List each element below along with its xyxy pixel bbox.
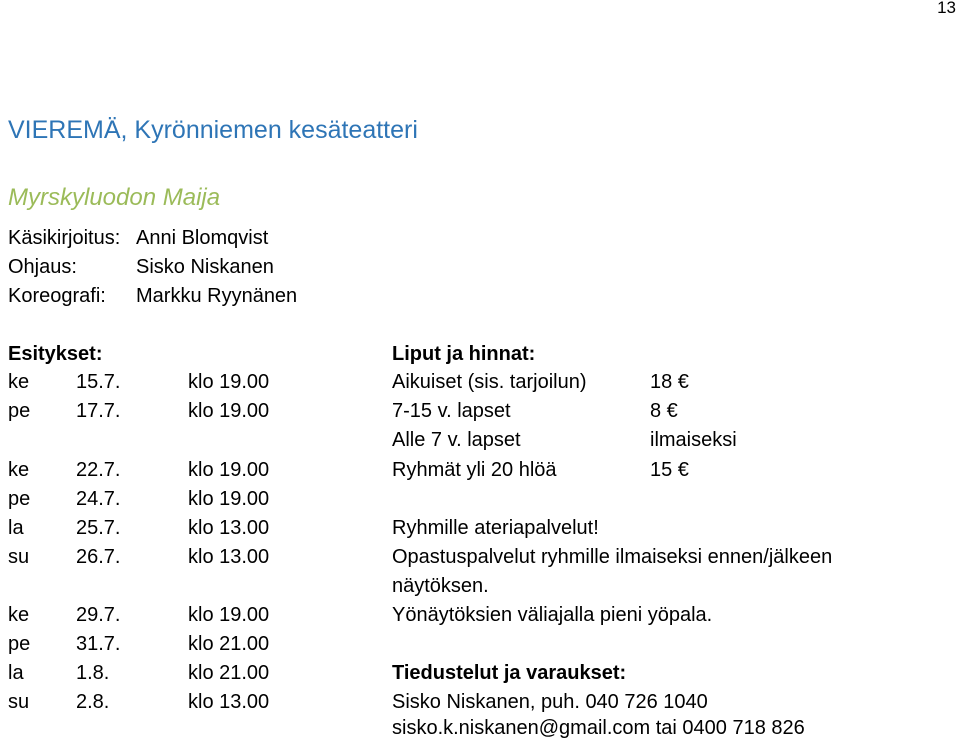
performance-date: 1.8. xyxy=(76,662,110,684)
credit-name: Anni Blomqvist xyxy=(136,227,269,249)
price-value: 18 € xyxy=(650,371,689,393)
contact-phone: Sisko Niskanen, puh. 040 726 1040 xyxy=(392,691,708,713)
price-value: 15 € xyxy=(650,459,689,481)
credit-role: Ohjaus: xyxy=(8,256,77,278)
performance-date: 22.7. xyxy=(76,459,121,481)
performance-time: klo 13.00 xyxy=(188,517,270,539)
performance-day: ke xyxy=(8,604,30,626)
performance-time: klo 19.00 xyxy=(188,400,270,422)
performance-date: 17.7. xyxy=(76,400,121,422)
performance-date: 24.7. xyxy=(76,488,121,510)
performance-date: 15.7. xyxy=(76,371,121,393)
performance-day: pe xyxy=(8,400,31,422)
guide-note: Opastuspalvelut ryhmille ilmaiseksi ennen/jälkeen xyxy=(392,546,833,568)
performance-time: klo 21.00 xyxy=(188,662,270,684)
contact-email: sisko.k.niskanen@gmail.com tai 0400 718 826 xyxy=(392,717,805,739)
price-label: Ryhmät yli 20 hlöä xyxy=(392,459,557,481)
credit-role: Koreografi: xyxy=(8,285,106,307)
performance-day: la xyxy=(8,662,24,684)
tickets-heading: Liput ja hinnat: xyxy=(392,343,536,365)
performances-heading: Esitykset: xyxy=(8,343,103,365)
performance-date: 29.7. xyxy=(76,604,121,626)
performance-time: klo 19.00 xyxy=(188,371,270,393)
price-value: ilmaiseksi xyxy=(650,429,737,451)
credit-role: Käsikirjoitus: xyxy=(8,227,121,249)
credit-name: Markku Ryynänen xyxy=(136,285,298,307)
guide-note-cont: näytöksen. xyxy=(392,575,489,597)
performance-day: su xyxy=(8,691,30,713)
performance-day: pe xyxy=(8,633,31,655)
performance-time: klo 13.00 xyxy=(188,691,270,713)
play-title: Myrskyluodon Maija xyxy=(8,184,221,211)
price-value: 8 € xyxy=(650,400,678,422)
night-note: Yönäytöksien väliajalla pieni yöpala. xyxy=(392,604,713,626)
price-label: Alle 7 v. lapset xyxy=(392,429,521,451)
performance-date: 2.8. xyxy=(76,691,110,713)
performance-time: klo 19.00 xyxy=(188,604,270,626)
page-title: VIEREMÄ, Kyrönniemen kesäteatteri xyxy=(8,116,418,144)
performance-day: ke xyxy=(8,371,30,393)
credit-name: Sisko Niskanen xyxy=(136,256,274,278)
price-label: Aikuiset (sis. tarjoilun) xyxy=(392,371,587,393)
performance-date: 26.7. xyxy=(76,546,121,568)
price-label: 7-15 v. lapset xyxy=(392,400,511,422)
performance-day: la xyxy=(8,517,24,539)
performance-time: klo 19.00 xyxy=(188,488,270,510)
performance-day: su xyxy=(8,546,30,568)
performance-time: klo 13.00 xyxy=(188,546,270,568)
contact-heading: Tiedustelut ja varaukset: xyxy=(392,662,627,684)
meal-note: Ryhmille ateriapalvelut! xyxy=(392,517,599,539)
performance-date: 25.7. xyxy=(76,517,121,539)
performance-day: ke xyxy=(8,459,30,481)
performance-time: klo 21.00 xyxy=(188,633,270,655)
performance-date: 31.7. xyxy=(76,633,121,655)
page-number: 13 xyxy=(937,0,956,17)
performance-day: pe xyxy=(8,488,31,510)
performance-time: klo 19.00 xyxy=(188,459,270,481)
